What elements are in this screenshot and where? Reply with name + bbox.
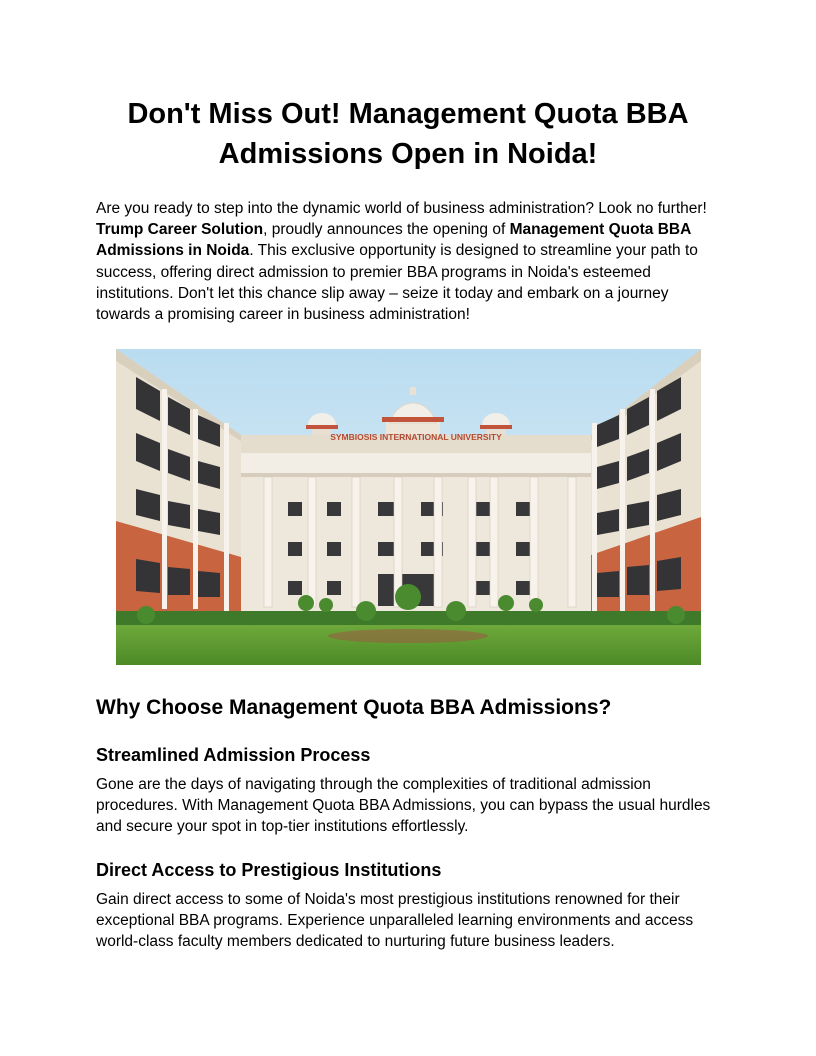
paragraph-direct-access: Gain direct access to some of Noida's most prestigious institutions renowned for their exceptional BBA programs. Experience unparalleled learning environments and access world-class faculty members dedicated to nurturing future business leaders. (96, 891, 694, 951)
intro-paragraph (96, 198, 724, 325)
paragraph-streamlined-admission: Gone are the days of navigating through the complexities of traditional admission procedures. With Management Quota BBA Admissions, you can bypass the usual hurdles and secure your spot in top-tier institutions effortlessly. (96, 776, 711, 836)
brand-name: Trump Career Solution (96, 221, 264, 239)
university-building-image (116, 349, 701, 665)
page-title: Don't Miss Out! Management Quota BBA Admissions Open in Noida! (127, 98, 689, 170)
intro-text-2: , proudly announces the opening of (263, 221, 510, 239)
subheading-direct-access: Direct Access to Prestigious Institutions (96, 860, 442, 880)
intro-text-3: . This exclusive opportunity is designed to streamline your path to success, offering direct admission to premier BBA programs in Noida's esteemed institutions. Don't let this chance slip away – seize it today and embark on a journey towards a promising career in business administration! (96, 242, 698, 324)
intro-highlight: Management Quota BBA Admissions in Noida (96, 221, 691, 260)
building-sign-text: SYMBIOSIS INTERNATIONAL UNIVERSITY (330, 432, 502, 442)
intro-text-1: Are you ready to step into the dynamic world of business administration? Look no further! (96, 200, 707, 217)
section-heading: Why Choose Management Quota BBA Admissions? (96, 696, 612, 719)
subheading-streamlined-admission: Streamlined Admission Process (96, 745, 371, 765)
